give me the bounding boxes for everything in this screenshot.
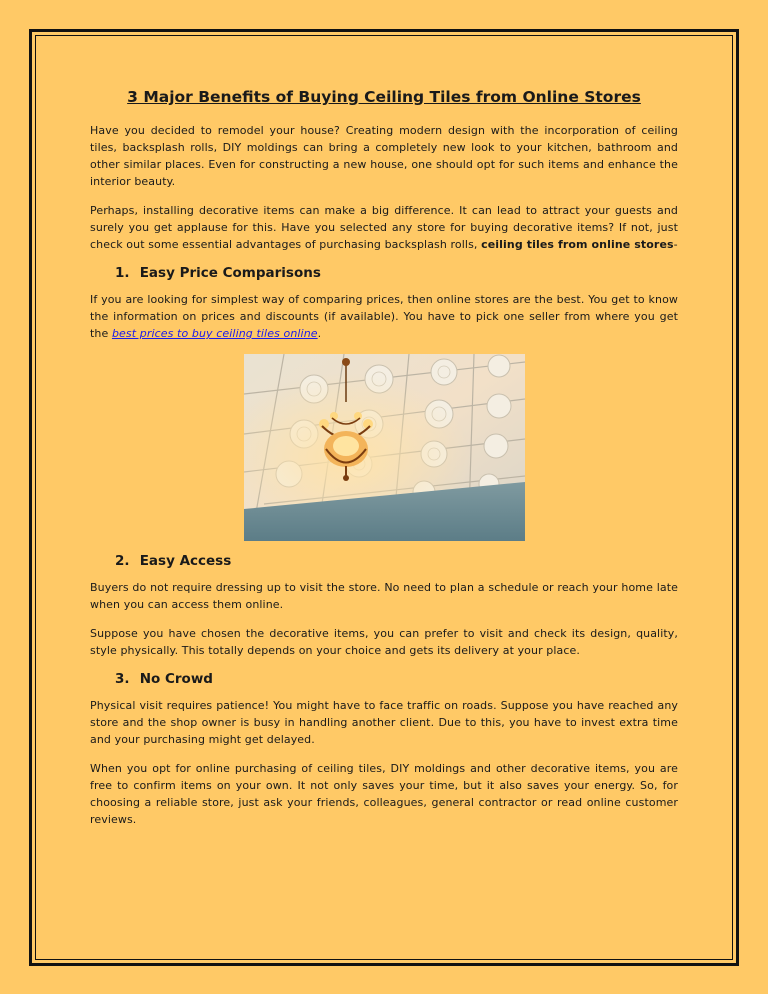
section-heading-text: No Crowd [139, 671, 213, 687]
section-heading-text: Easy Price Comparisons [139, 265, 321, 281]
page-title: 3 Major Benefits of Buying Ceiling Tiles from Online Stores [127, 88, 641, 106]
intro-bold-phrase: ceiling tiles from online stores [481, 238, 674, 251]
section2-paragraph-1: Buyers do not require dressing up to visit the store. No need to plan a schedule or reach your home late when you can access them online. [90, 581, 678, 611]
section1-paragraph-end: . [317, 327, 322, 340]
section-number: 2. [115, 553, 130, 569]
intro-paragraph-2-text: Perhaps, installing decorative items can make a big difference. It can lead to attract your guests and surely you get applause for this. Have you selected any store for buying decorative items? If not, just check out some essential advantages of purchasing backsplash rolls, [90, 204, 678, 251]
intro-paragraph-1: Have you decided to remodel your house? Creating modern design with the incorporation of ceiling tiles, backsplash rolls, DIY moldings can bring a completely new look to your kitchen, bathroom and other similar places. Even for constructing a new house, one should opt for such items and enhance the interior beauty. [90, 124, 678, 188]
section3-paragraph-2: When you opt for online purchasing of ceiling tiles, DIY moldings and other decorative items, you are free to confirm items on your own. It not only saves your time, but it also saves your energy. So, for choosing a reliable store, just ask your friends, colleagues, general contractor or read online customer reviews. [90, 762, 678, 826]
section2-paragraph-2: Suppose you have chosen the decorative items, you can prefer to visit and check its design, quality, style physically. This totally depends on your choice and gets its delivery at your place. [90, 627, 678, 657]
section-number: 3. [115, 671, 130, 687]
document-body [90, 88, 678, 840]
section1-paragraph [90, 291, 678, 342]
section-number: 1. [115, 265, 130, 281]
intro-paragraph-2-end: - [673, 238, 678, 251]
best-prices-link[interactable]: best prices to buy ceiling tiles online [111, 327, 318, 340]
section3-paragraph-1: Physical visit requires patience! You might have to face traffic on roads. Suppose you have reached any store and the shop owner is busy in handling another client. Due to this, you have to invest extra time and your purchasing might get delayed. [90, 699, 678, 746]
ceiling-chandelier-photo [244, 354, 525, 541]
section-heading-price-comparisons [115, 265, 678, 281]
section-heading-easy-access [115, 553, 678, 569]
section-heading-no-crowd [115, 671, 678, 687]
section1-paragraph-text: If you are looking for simplest way of comparing prices, then online stores are the best. You get to know the information on prices and discounts (if available). You have to pick one seller from where you get the [90, 293, 678, 340]
intro-paragraph-2 [90, 202, 678, 253]
section-heading-text: Easy Access [139, 553, 232, 569]
